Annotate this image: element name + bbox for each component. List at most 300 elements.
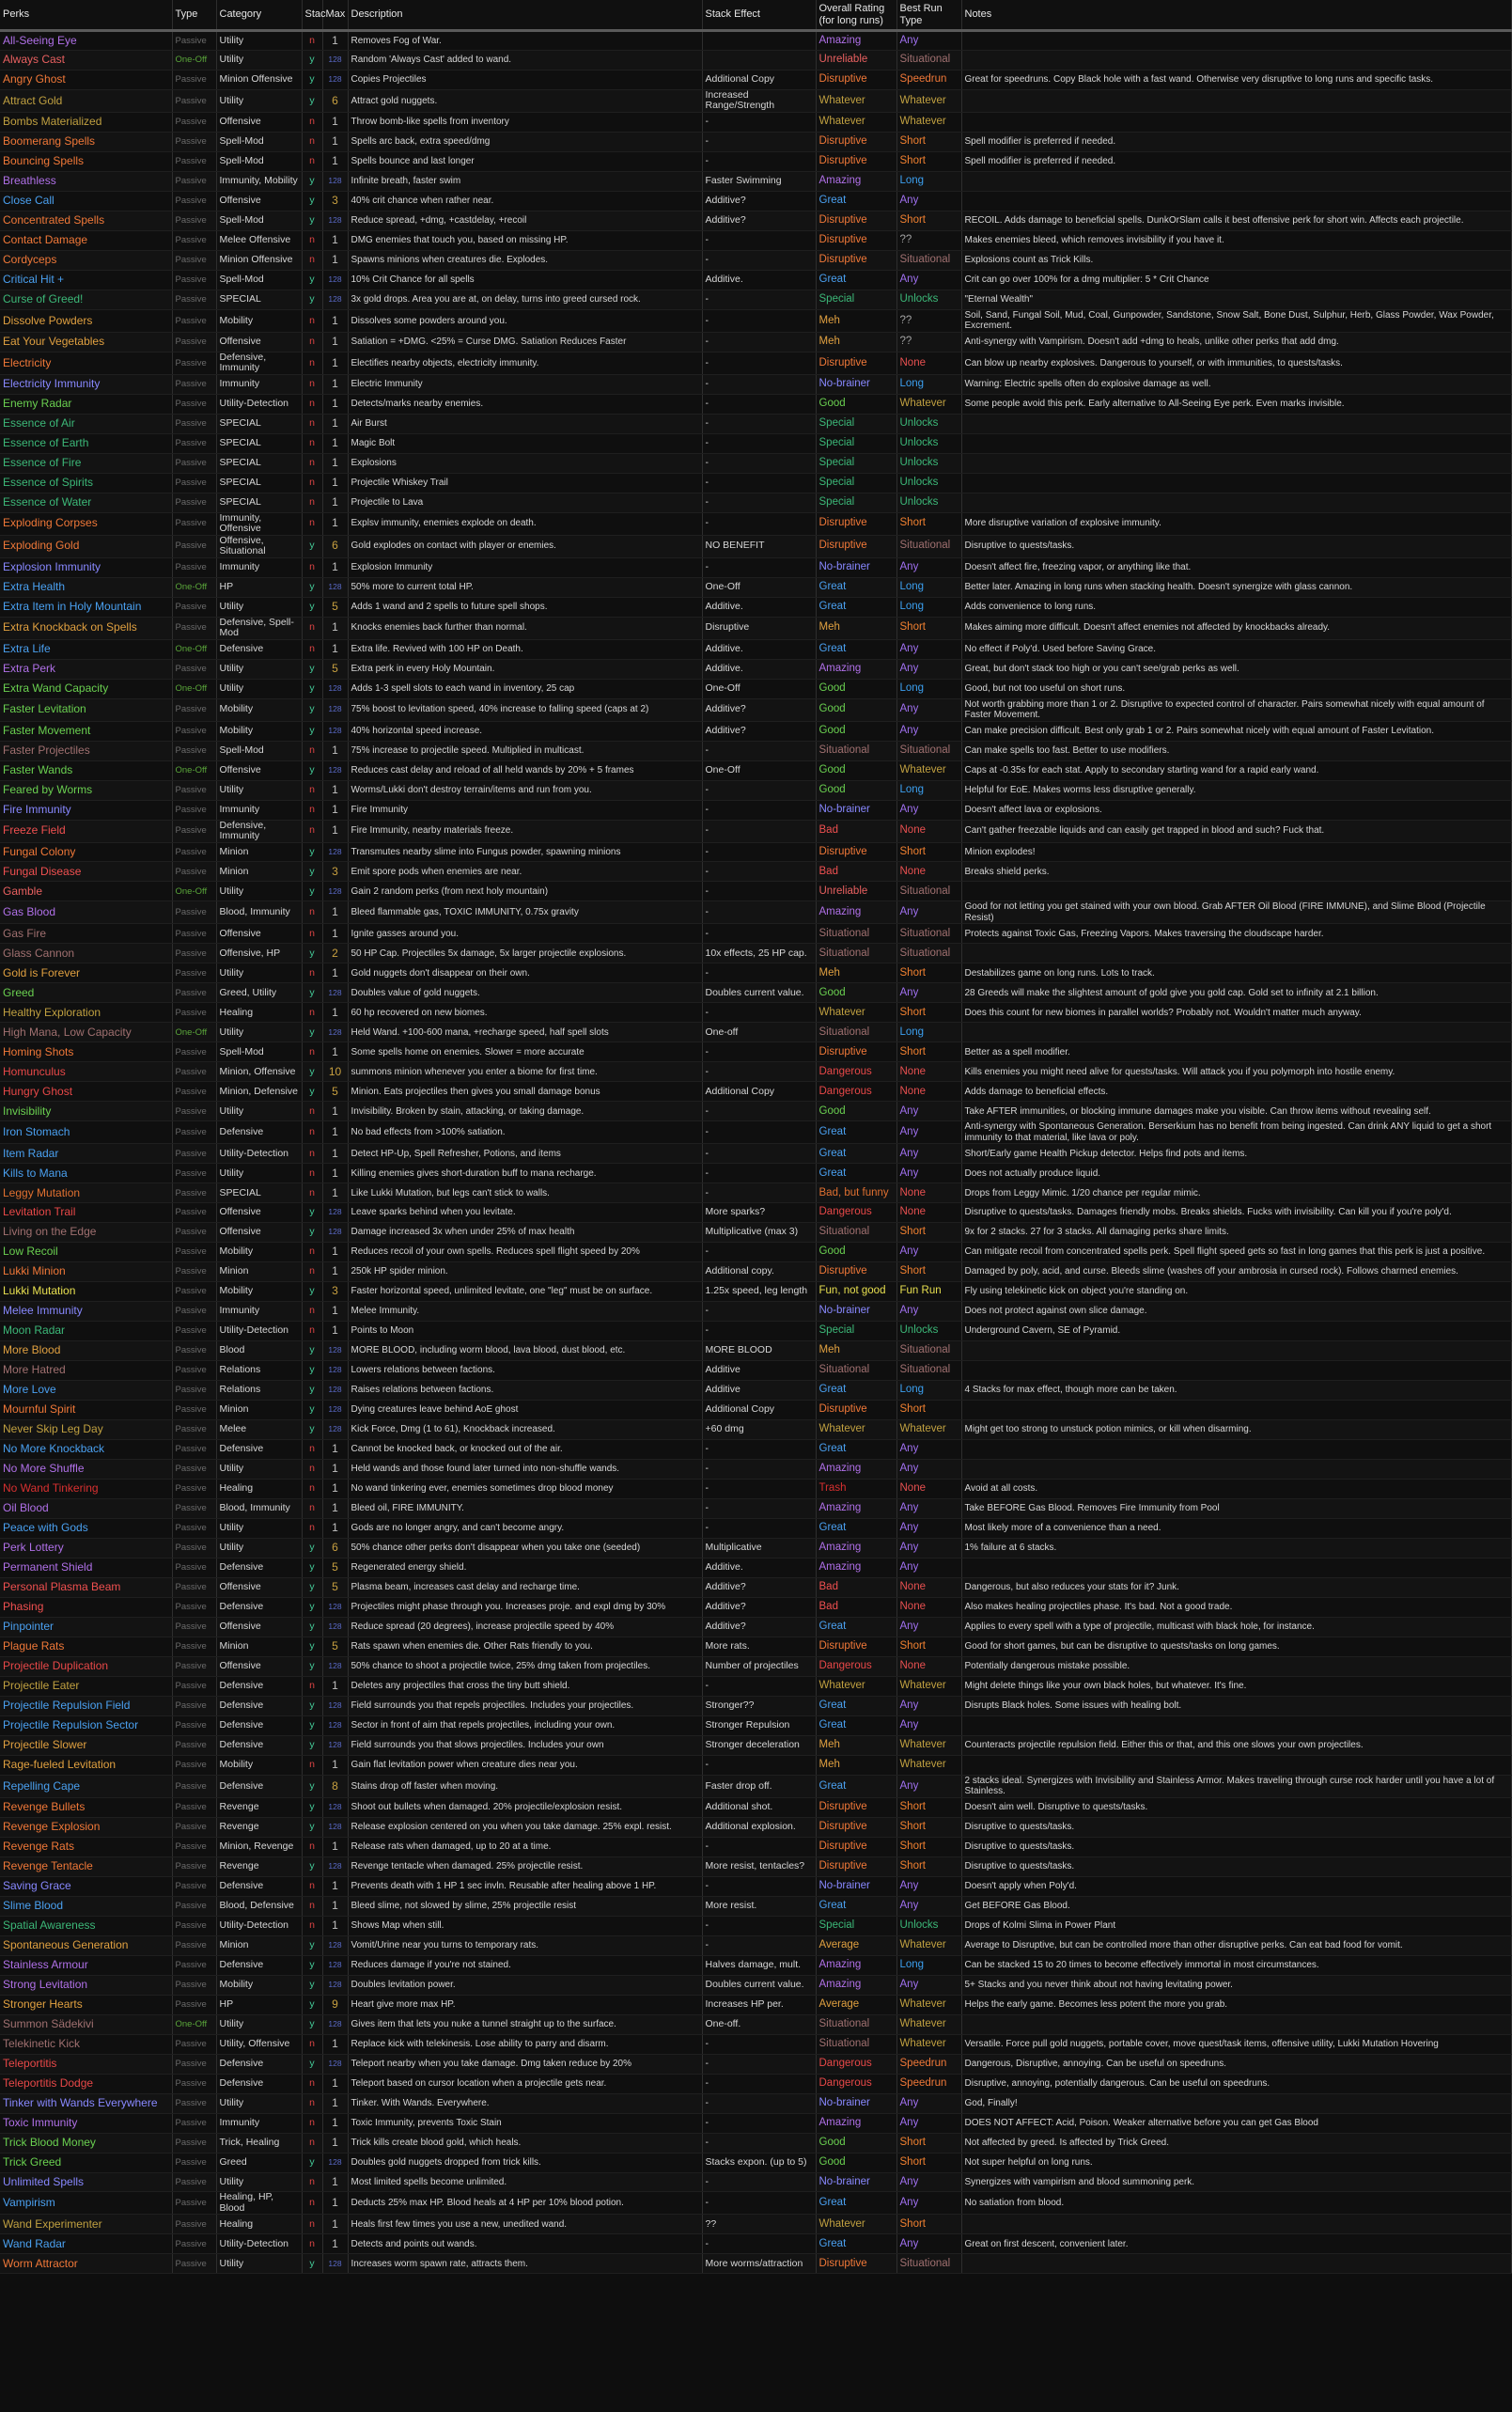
- table-row[interactable]: [0, 1715, 1511, 1735]
- table-row[interactable]: [0, 1082, 1511, 1102]
- perk-stack-effect: -: [702, 2074, 816, 2093]
- perk-category: Utility: [216, 1164, 302, 1183]
- perk-name: Electricity: [0, 352, 172, 374]
- perk-description: Trick kills create blood gold, which heals.: [348, 2133, 702, 2153]
- perk-rating: Situational: [816, 1361, 896, 1381]
- table-row[interactable]: [0, 2133, 1511, 2153]
- perk-stack-effect: Faster drop off.: [702, 1775, 816, 1797]
- perk-name: More Hatred: [0, 1361, 172, 1381]
- perk-description: Points to Moon: [348, 1322, 702, 1341]
- perk-stack-effect: Additional Copy: [702, 1401, 816, 1420]
- col-header-overall-rating[interactable]: Overall Rating (for long runs): [816, 0, 896, 31]
- perk-stackable: n: [302, 1480, 322, 1499]
- table-row[interactable]: [0, 473, 1511, 493]
- table-row[interactable]: [0, 453, 1511, 473]
- perk-name: Saving Grace: [0, 1876, 172, 1896]
- perk-rating: Bad: [816, 1597, 896, 1617]
- table-row[interactable]: [0, 1916, 1511, 1935]
- perk-best-run: Any: [896, 557, 961, 577]
- perk-notes: [961, 1401, 1511, 1420]
- perk-stackable: n: [302, 332, 322, 352]
- table-row[interactable]: [0, 2034, 1511, 2054]
- perk-type: Passive: [172, 1955, 216, 1975]
- table-row[interactable]: [0, 2153, 1511, 2172]
- perk-stack-effect: -: [702, 1519, 816, 1539]
- perk-stackable: y: [302, 1082, 322, 1102]
- perk-name: Trick Greed: [0, 2153, 172, 2172]
- perk-type: Passive: [172, 535, 216, 557]
- perk-name: Kills to Mana: [0, 1164, 172, 1183]
- col-header-type[interactable]: Type: [172, 0, 216, 31]
- perk-rating: Great: [816, 1121, 896, 1144]
- perk-stackable: n: [302, 1322, 322, 1341]
- perk-stackable: y: [302, 1797, 322, 1817]
- perk-type: Passive: [172, 1916, 216, 1935]
- table-row[interactable]: [0, 230, 1511, 250]
- table-row[interactable]: [0, 1440, 1511, 1460]
- perk-type: Passive: [172, 70, 216, 89]
- table-row[interactable]: [0, 1519, 1511, 1539]
- table-row[interactable]: [0, 1597, 1511, 1617]
- col-header-stackable[interactable]: Stac: [302, 0, 322, 31]
- table-row[interactable]: [0, 780, 1511, 800]
- perk-category: Utility: [216, 882, 302, 901]
- table-row[interactable]: [0, 1637, 1511, 1656]
- perk-category: Utility-Detection: [216, 1144, 302, 1164]
- table-row[interactable]: [0, 862, 1511, 882]
- table-row[interactable]: [0, 1420, 1511, 1440]
- table-row[interactable]: [0, 1144, 1511, 1164]
- perk-type: Passive: [172, 1935, 216, 1955]
- perk-name: Extra Item in Holy Mountain: [0, 597, 172, 617]
- perk-category: Greed: [216, 2153, 302, 2172]
- table-row[interactable]: [0, 309, 1511, 332]
- table-row[interactable]: [0, 1817, 1511, 1837]
- table-row[interactable]: [0, 89, 1511, 112]
- perk-stackable: n: [302, 1499, 322, 1519]
- perk-best-run: Short: [896, 1042, 961, 1062]
- perk-best-run: None: [896, 1480, 961, 1499]
- perk-notes: [961, 191, 1511, 211]
- perk-category: Defensive: [216, 1955, 302, 1975]
- perk-best-run: Unlocks: [896, 1916, 961, 1935]
- table-row[interactable]: [0, 1460, 1511, 1480]
- perk-category: Minion, Defensive: [216, 1082, 302, 1102]
- perk-best-run: Fun Run: [896, 1282, 961, 1302]
- col-header-perks[interactable]: Perks: [0, 0, 172, 31]
- table-row[interactable]: [0, 1955, 1511, 1975]
- table-row[interactable]: [0, 1243, 1511, 1262]
- table-row[interactable]: [0, 1480, 1511, 1499]
- table-row[interactable]: [0, 1322, 1511, 1341]
- perk-best-run: Whatever: [896, 112, 961, 132]
- perk-name: More Love: [0, 1381, 172, 1401]
- perk-type: Passive: [172, 433, 216, 453]
- perk-notes: Disruptive to quests/tasks. Damages friendly mobs. Breaks shields. Fucks with invisibility. Can kill you if you're poly'd.: [961, 1203, 1511, 1223]
- perk-notes: 9x for 2 stacks. 27 for 3 stacks. All damaging perks share limits.: [961, 1223, 1511, 1243]
- perk-max-stack: 1: [322, 557, 348, 577]
- table-row[interactable]: [0, 1896, 1511, 1916]
- perk-category: Minion, Offensive: [216, 1062, 302, 1082]
- table-row[interactable]: [0, 1381, 1511, 1401]
- perk-category: Spell-Mod: [216, 1042, 302, 1062]
- perk-best-run: Whatever: [896, 2014, 961, 2034]
- perk-stack-effect: -: [702, 1144, 816, 1164]
- col-header-stack-effect[interactable]: Stack Effect: [702, 0, 816, 31]
- perk-stack-effect: Additive.: [702, 639, 816, 659]
- table-row[interactable]: [0, 433, 1511, 453]
- perk-notes: Soil, Sand, Fungal Soil, Mud, Coal, Gunpowder, Sandstone, Snow Salt, Bone Dust, Sulphur, Herb, Glass Powder, Wax Powder, Excrement.: [961, 309, 1511, 332]
- perk-name: Concentrated Spells: [0, 211, 172, 230]
- table-row[interactable]: [0, 800, 1511, 820]
- perk-category: Healing: [216, 1003, 302, 1023]
- perk-category: Defensive, Spell-Mod: [216, 617, 302, 639]
- table-row[interactable]: [0, 270, 1511, 290]
- perk-stackable: y: [302, 1715, 322, 1735]
- perk-max-stack: 1: [322, 924, 348, 944]
- perk-name: Wand Radar: [0, 2234, 172, 2254]
- perk-rating: Great: [816, 597, 896, 617]
- table-row[interactable]: [0, 374, 1511, 394]
- perk-category: Minion: [216, 1637, 302, 1656]
- table-row[interactable]: [0, 1223, 1511, 1243]
- perk-category: Revenge: [216, 1817, 302, 1837]
- table-row[interactable]: [0, 659, 1511, 679]
- perk-description: Electric Immunity: [348, 374, 702, 394]
- perk-category: Offensive: [216, 1223, 302, 1243]
- table-row[interactable]: [0, 577, 1511, 597]
- table-row[interactable]: [0, 1361, 1511, 1381]
- table-row[interactable]: [0, 535, 1511, 557]
- perk-name: Fire Immunity: [0, 800, 172, 820]
- perk-description: Extra perk in every Holy Mountain.: [348, 659, 702, 679]
- perk-notes: Explosions count as Trick Kills.: [961, 250, 1511, 270]
- table-row[interactable]: [0, 617, 1511, 639]
- perk-stack-effect: Increased Range/Strength: [702, 89, 816, 112]
- table-row[interactable]: [0, 151, 1511, 171]
- table-row[interactable]: [0, 2074, 1511, 2093]
- table-row[interactable]: [0, 944, 1511, 963]
- perk-category: Defensive: [216, 1696, 302, 1715]
- perk-max-stack: 1: [322, 309, 348, 332]
- perk-stack-effect: Additive?: [702, 1577, 816, 1597]
- table-row[interactable]: [0, 721, 1511, 741]
- perk-rating: Bad: [816, 862, 896, 882]
- perk-max-stack: 1: [322, 433, 348, 453]
- table-row[interactable]: [0, 2192, 1511, 2215]
- perk-best-run: None: [896, 1082, 961, 1102]
- table-row[interactable]: [0, 1538, 1511, 1558]
- perk-description: Deletes any projectiles that cross the tiny butt shield.: [348, 1676, 702, 1696]
- col-header-category[interactable]: Category: [216, 0, 302, 31]
- perk-max-stack: 1: [322, 820, 348, 842]
- perk-max-stack: 1: [322, 1837, 348, 1856]
- perk-category: Utility: [216, 50, 302, 70]
- perk-best-run: Long: [896, 374, 961, 394]
- perk-rating: Amazing: [816, 31, 896, 51]
- table-row[interactable]: [0, 512, 1511, 535]
- perk-notes: Dangerous, Disruptive, annoying. Can be useful on speedruns.: [961, 2054, 1511, 2074]
- perk-rating: Disruptive: [816, 1817, 896, 1837]
- perk-notes: [961, 31, 1511, 51]
- perk-best-run: Any: [896, 1243, 961, 1262]
- perk-stackable: y: [302, 1735, 322, 1755]
- table-row[interactable]: [0, 414, 1511, 433]
- perk-type: Passive: [172, 1975, 216, 1995]
- perk-type: Passive: [172, 1656, 216, 1676]
- perk-category: Utility: [216, 1519, 302, 1539]
- table-row[interactable]: [0, 2234, 1511, 2254]
- perk-name: Rage-fueled Levitation: [0, 1755, 172, 1775]
- perk-stack-effect: -: [702, 374, 816, 394]
- perk-type: Passive: [172, 1243, 216, 1262]
- perk-max-stack: 6: [322, 535, 348, 557]
- table-row[interactable]: [0, 882, 1511, 901]
- col-header-best-run-type[interactable]: Best Run Type: [896, 0, 961, 31]
- perk-stack-effect: -: [702, 741, 816, 760]
- table-row[interactable]: [0, 2093, 1511, 2113]
- perk-best-run: Any: [896, 1121, 961, 1144]
- perk-description: Sector in front of aim that repels projectiles, including your own.: [348, 1715, 702, 1735]
- perk-stackable: y: [302, 2054, 322, 2074]
- table-row[interactable]: [0, 1735, 1511, 1755]
- perk-type: Passive: [172, 1896, 216, 1916]
- table-row[interactable]: [0, 557, 1511, 577]
- table-row[interactable]: [0, 1617, 1511, 1637]
- col-header-notes[interactable]: Notes: [961, 0, 1511, 31]
- perk-name: Teleportitis Dodge: [0, 2074, 172, 2093]
- perk-best-run: Short: [896, 1797, 961, 1817]
- perk-type: Passive: [172, 1183, 216, 1203]
- perk-stackable: y: [302, 882, 322, 901]
- table-row[interactable]: [0, 1042, 1511, 1062]
- perk-rating: No-brainer: [816, 557, 896, 577]
- table-row[interactable]: [0, 1995, 1511, 2014]
- perk-stackable: n: [302, 800, 322, 820]
- table-row[interactable]: [0, 2054, 1511, 2074]
- table-row[interactable]: [0, 1558, 1511, 1577]
- table-row[interactable]: [0, 1577, 1511, 1597]
- col-header-description[interactable]: Description: [348, 0, 702, 31]
- table-row[interactable]: [0, 211, 1511, 230]
- perk-category: SPECIAL: [216, 473, 302, 493]
- table-row[interactable]: [0, 679, 1511, 698]
- perk-name: Explosion Immunity: [0, 557, 172, 577]
- perk-stackable: y: [302, 1381, 322, 1401]
- perk-best-run: Short: [896, 211, 961, 230]
- table-row[interactable]: [0, 639, 1511, 659]
- perk-type: Passive: [172, 2215, 216, 2234]
- perk-max-stack: 128: [322, 211, 348, 230]
- perk-type: One-Off: [172, 1023, 216, 1042]
- perk-name: Faster Wands: [0, 760, 172, 780]
- perk-rating: Situational: [816, 1023, 896, 1042]
- table-row[interactable]: [0, 31, 1511, 51]
- perk-best-run: Short: [896, 2215, 961, 2234]
- table-row[interactable]: [0, 597, 1511, 617]
- perk-best-run: Any: [896, 1102, 961, 1121]
- table-row[interactable]: [0, 1856, 1511, 1876]
- perk-best-run: Any: [896, 901, 961, 924]
- perk-description: Kick Force, Dmg (1 to 61), Knockback increased.: [348, 1420, 702, 1440]
- perk-name: Iron Stomach: [0, 1121, 172, 1144]
- perk-rating: Special: [816, 473, 896, 493]
- perk-stack-effect: -: [702, 2192, 816, 2215]
- table-row[interactable]: [0, 924, 1511, 944]
- perk-notes: Some people avoid this perk. Early alternative to All-Seeing Eye perk. Even marks invisible.: [961, 394, 1511, 414]
- perk-rating: No-brainer: [816, 2172, 896, 2192]
- perk-description: Faster horizontal speed, unlimited levitate, one "leg" must be on surface.: [348, 1282, 702, 1302]
- perk-description: Explosion Immunity: [348, 557, 702, 577]
- table-row[interactable]: [0, 1499, 1511, 1519]
- table-row[interactable]: [0, 2215, 1511, 2234]
- perk-name: Close Call: [0, 191, 172, 211]
- table-row[interactable]: [0, 112, 1511, 132]
- table-row[interactable]: [0, 1203, 1511, 1223]
- perk-notes: [961, 1460, 1511, 1480]
- table-row[interactable]: [0, 1282, 1511, 1302]
- perk-stackable: y: [302, 535, 322, 557]
- table-row[interactable]: [0, 2014, 1511, 2034]
- perk-category: Offensive: [216, 760, 302, 780]
- table-row[interactable]: [0, 493, 1511, 512]
- table-row[interactable]: [0, 171, 1511, 191]
- perk-best-run: Situational: [896, 924, 961, 944]
- perk-max-stack: 1: [322, 963, 348, 983]
- table-row[interactable]: [0, 1876, 1511, 1896]
- perk-description: Electifies nearby objects, electricity immunity.: [348, 352, 702, 374]
- table-row[interactable]: [0, 1775, 1511, 1797]
- perk-category: Immunity: [216, 2113, 302, 2133]
- perk-stackable: n: [302, 31, 322, 51]
- perk-name: High Mana, Low Capacity: [0, 1023, 172, 1042]
- perk-name: Telekinetic Kick: [0, 2034, 172, 2054]
- perk-description: Copies Projectiles: [348, 70, 702, 89]
- table-row[interactable]: [0, 901, 1511, 924]
- perk-max-stack: 5: [322, 1577, 348, 1597]
- table-row[interactable]: [0, 983, 1511, 1003]
- perk-rating: Amazing: [816, 1558, 896, 1577]
- perk-notes: Adds convenience to long runs.: [961, 597, 1511, 617]
- perk-max-stack: 128: [322, 1735, 348, 1755]
- perk-category: Blood: [216, 1341, 302, 1361]
- table-row[interactable]: [0, 132, 1511, 151]
- perk-category: HP: [216, 577, 302, 597]
- table-row[interactable]: [0, 394, 1511, 414]
- perk-stack-effect: -: [702, 1440, 816, 1460]
- table-row[interactable]: [0, 842, 1511, 862]
- perk-category: Utility: [216, 1023, 302, 1042]
- table-row[interactable]: [0, 1975, 1511, 1995]
- table-row[interactable]: [0, 1102, 1511, 1121]
- table-row[interactable]: [0, 1062, 1511, 1082]
- table-row[interactable]: [0, 1837, 1511, 1856]
- perk-stackable: y: [302, 270, 322, 290]
- table-row[interactable]: [0, 2172, 1511, 2192]
- table-row[interactable]: [0, 352, 1511, 374]
- table-row[interactable]: [0, 1401, 1511, 1420]
- table-row[interactable]: [0, 250, 1511, 270]
- perk-type: Passive: [172, 394, 216, 414]
- perk-stackable: n: [302, 2172, 322, 2192]
- table-row[interactable]: [0, 70, 1511, 89]
- table-row[interactable]: [0, 332, 1511, 352]
- perk-notes: 28 Greeds will make the slightest amount of gold give you gold cap. Gold set to infinity at 2.1 billion.: [961, 983, 1511, 1003]
- perk-notes: [961, 1440, 1511, 1460]
- table-row[interactable]: [0, 50, 1511, 70]
- table-row[interactable]: [0, 698, 1511, 721]
- perk-category: Blood, Defensive: [216, 1896, 302, 1916]
- perk-max-stack: 1: [322, 250, 348, 270]
- perk-rating: Meh: [816, 963, 896, 983]
- perk-name: Enemy Radar: [0, 394, 172, 414]
- perk-category: Mobility: [216, 698, 302, 721]
- table-row[interactable]: [0, 1696, 1511, 1715]
- perk-rating: No-brainer: [816, 1876, 896, 1896]
- perk-category: Mobility: [216, 721, 302, 741]
- table-row[interactable]: [0, 1341, 1511, 1361]
- perk-rating: Special: [816, 453, 896, 473]
- table-row[interactable]: [0, 1676, 1511, 1696]
- table-row[interactable]: [0, 963, 1511, 983]
- table-row[interactable]: [0, 1262, 1511, 1282]
- table-row[interactable]: [0, 1164, 1511, 1183]
- table-row[interactable]: [0, 760, 1511, 780]
- perk-best-run: Any: [896, 1164, 961, 1183]
- table-row[interactable]: [0, 1023, 1511, 1042]
- perk-stack-effect: -: [702, 2133, 816, 2153]
- perk-stackable: n: [302, 1440, 322, 1460]
- perk-max-stack: 128: [322, 1617, 348, 1637]
- perk-category: Relations: [216, 1381, 302, 1401]
- table-row[interactable]: [0, 191, 1511, 211]
- table-row[interactable]: [0, 1183, 1511, 1203]
- perk-type: Passive: [172, 1797, 216, 1817]
- perk-name: Gamble: [0, 882, 172, 901]
- table-row[interactable]: [0, 1302, 1511, 1322]
- perk-notes: Also makes healing projectiles phase. It's bad. Not a good trade.: [961, 1597, 1511, 1617]
- table-row[interactable]: [0, 1656, 1511, 1676]
- perk-stackable: n: [302, 1262, 322, 1282]
- perk-best-run: Long: [896, 1381, 961, 1401]
- perk-category: Defensive: [216, 1597, 302, 1617]
- table-row[interactable]: [0, 1003, 1511, 1023]
- table-row[interactable]: [0, 1755, 1511, 1775]
- perk-max-stack: 128: [322, 1420, 348, 1440]
- col-header-max[interactable]: Max: [322, 0, 348, 31]
- perk-notes: 4 Stacks for max effect, though more can be taken.: [961, 1381, 1511, 1401]
- perk-type: Passive: [172, 512, 216, 535]
- table-row[interactable]: [0, 820, 1511, 842]
- perk-category: Minion: [216, 1262, 302, 1282]
- perk-stackable: y: [302, 1023, 322, 1042]
- perk-stackable: y: [302, 1656, 322, 1676]
- table-row[interactable]: [0, 1935, 1511, 1955]
- table-row[interactable]: [0, 290, 1511, 309]
- table-row[interactable]: [0, 2254, 1511, 2274]
- perk-stack-effect: -: [702, 1935, 816, 1955]
- perk-type: Passive: [172, 800, 216, 820]
- perk-type: Passive: [172, 944, 216, 963]
- perk-notes: Short/Early game Health Pickup detector. Helps find pots and items.: [961, 1144, 1511, 1164]
- perk-best-run: Any: [896, 2093, 961, 2113]
- perk-description: Fire Immunity, nearby materials freeze.: [348, 820, 702, 842]
- table-row[interactable]: [0, 741, 1511, 760]
- table-row[interactable]: [0, 1121, 1511, 1144]
- perk-best-run: Short: [896, 1637, 961, 1656]
- table-row[interactable]: [0, 1797, 1511, 1817]
- table-row[interactable]: [0, 2113, 1511, 2133]
